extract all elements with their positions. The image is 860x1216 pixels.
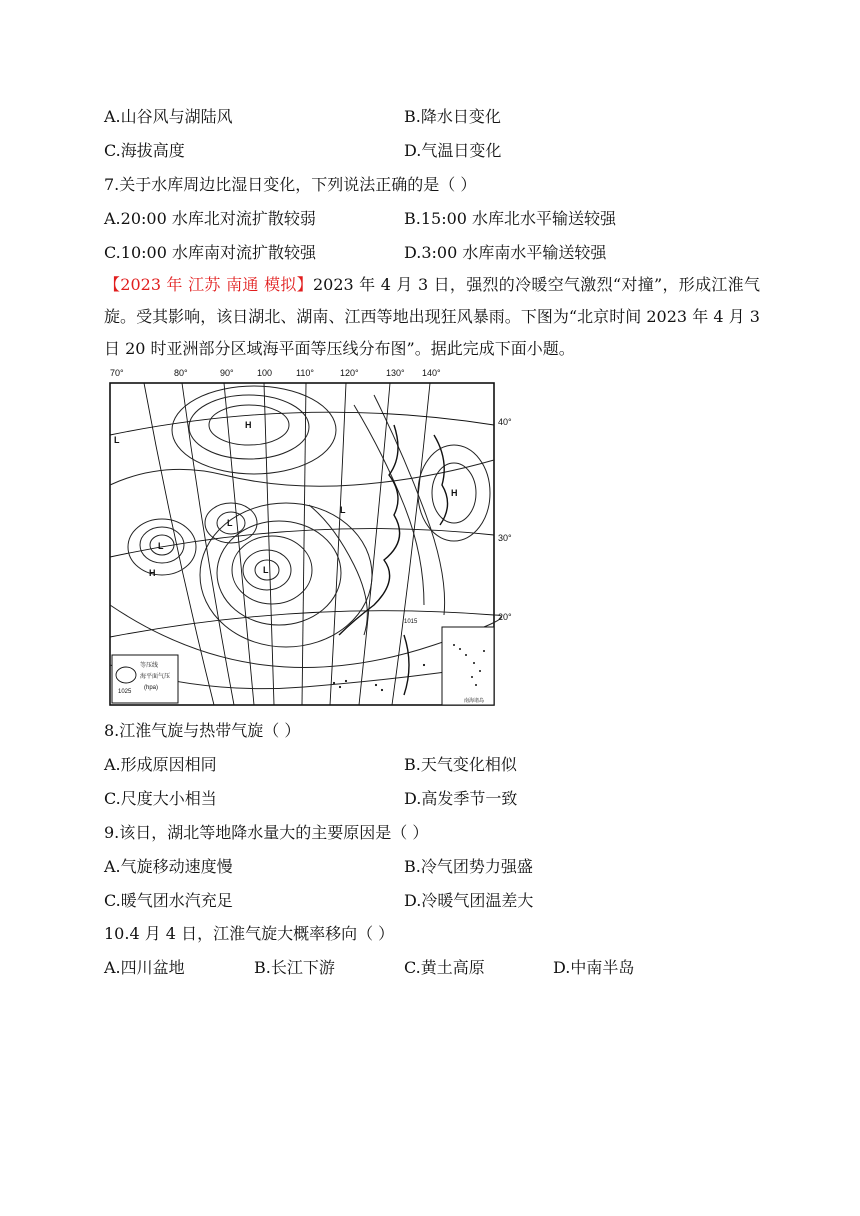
lat-label-40: 40° xyxy=(498,417,512,427)
lat-label-20: 20° xyxy=(498,612,512,622)
passage-source: 【2023 年 江苏 南通 模拟】 xyxy=(104,275,313,294)
lon-label-130: 130° xyxy=(386,368,405,378)
q6-option-a: A.山谷风与湖陆风 xyxy=(104,107,233,126)
q7-option-c: C.10:00 水库南对流扩散较强 xyxy=(104,243,316,262)
q6-option-b: B.降水日变化 xyxy=(404,107,501,126)
q9-option-c: C.暖气团水汽充足 xyxy=(104,891,233,910)
lon-label-120: 120° xyxy=(340,368,359,378)
q9-stem: 9.该日，湖北等地降水量大的主要原因是（ ） xyxy=(104,823,429,842)
q6-option-c: C.海拔高度 xyxy=(104,141,185,160)
lon-label-110: 110° xyxy=(296,368,314,378)
legend-line2: 海平面气压 xyxy=(140,674,171,680)
q10-option-a: A.四川盆地 xyxy=(104,958,185,977)
q8-option-d: D.高发季节一致 xyxy=(404,789,518,808)
lon-label-90: 90° xyxy=(220,368,234,378)
q8-option-c: C.尺度大小相当 xyxy=(104,789,217,808)
q8-option-b: B.天气变化相似 xyxy=(404,755,517,774)
legend-line1: 等压线 xyxy=(140,663,159,669)
lon-label-70: 70° xyxy=(110,368,124,378)
q10-option-d: D.中南半岛 xyxy=(553,958,635,977)
legend-value: 1025 xyxy=(118,689,132,695)
high-center-pacific: H xyxy=(451,488,458,498)
low-center-jianghuai: L xyxy=(340,505,346,515)
q7-option-d: D.3:00 水库南水平输送较强 xyxy=(404,243,607,262)
lat-label-30: 30° xyxy=(498,533,512,543)
high-center-west: H xyxy=(149,568,156,578)
lon-label-140: 140° xyxy=(422,368,441,378)
q7-stem: 7.关于水库周边比湿日变化，下列说法正确的是（ ） xyxy=(104,175,477,194)
high-center-mongolia: H xyxy=(245,420,252,430)
isobar-map xyxy=(104,365,512,709)
q8-stem: 8.江淮气旋与热带气旋（ ） xyxy=(104,721,301,740)
inset-label: 南海诸岛 xyxy=(464,698,485,704)
q9-option-a: A.气旋移动速度慢 xyxy=(104,857,233,876)
q7-option-b: B.15:00 水库北水平输送较强 xyxy=(404,209,617,228)
low-center-west: L xyxy=(114,435,120,445)
passage xyxy=(104,269,760,365)
q10-option-b: B.长江下游 xyxy=(254,958,335,977)
low-center-plateau: L xyxy=(227,518,233,528)
q9-option-d: D.冷暖气团温差大 xyxy=(404,891,534,910)
q10-stem: 10.4 月 4 日，江淮气旋大概率移向（ ） xyxy=(104,924,395,943)
low-center-south: L xyxy=(263,565,269,575)
q8-option-a: A.形成原因相同 xyxy=(104,755,217,774)
low-center-india: L xyxy=(158,541,164,551)
legend-line3: (hpa) xyxy=(144,685,159,691)
q10-option-c: C.黄土高原 xyxy=(404,958,485,977)
q7-option-a: A.20:00 水库北对流扩散较弱 xyxy=(104,209,316,228)
lon-label-100: 100 xyxy=(257,368,273,378)
lon-label-80: 80° xyxy=(174,368,188,378)
inset-south-china-sea xyxy=(442,627,494,705)
q9-option-b: B.冷气团势力强盛 xyxy=(404,857,533,876)
passage-text: 2023 年 4 月 3 日，强烈的冷暖空气激烈“对撞”，形成江淮气旋。受其影响，该日湖北、湖南、江西等地出现狂风暴雨。下图为“北京时间 2023 年 4 月 3 日 20 时亚洲部分区域海平面等压线分布图”。据此完成下面小题。 xyxy=(104,275,760,358)
isobar-value-label: 1015 xyxy=(404,619,418,625)
q6-option-d: D.气温日变化 xyxy=(404,141,502,160)
